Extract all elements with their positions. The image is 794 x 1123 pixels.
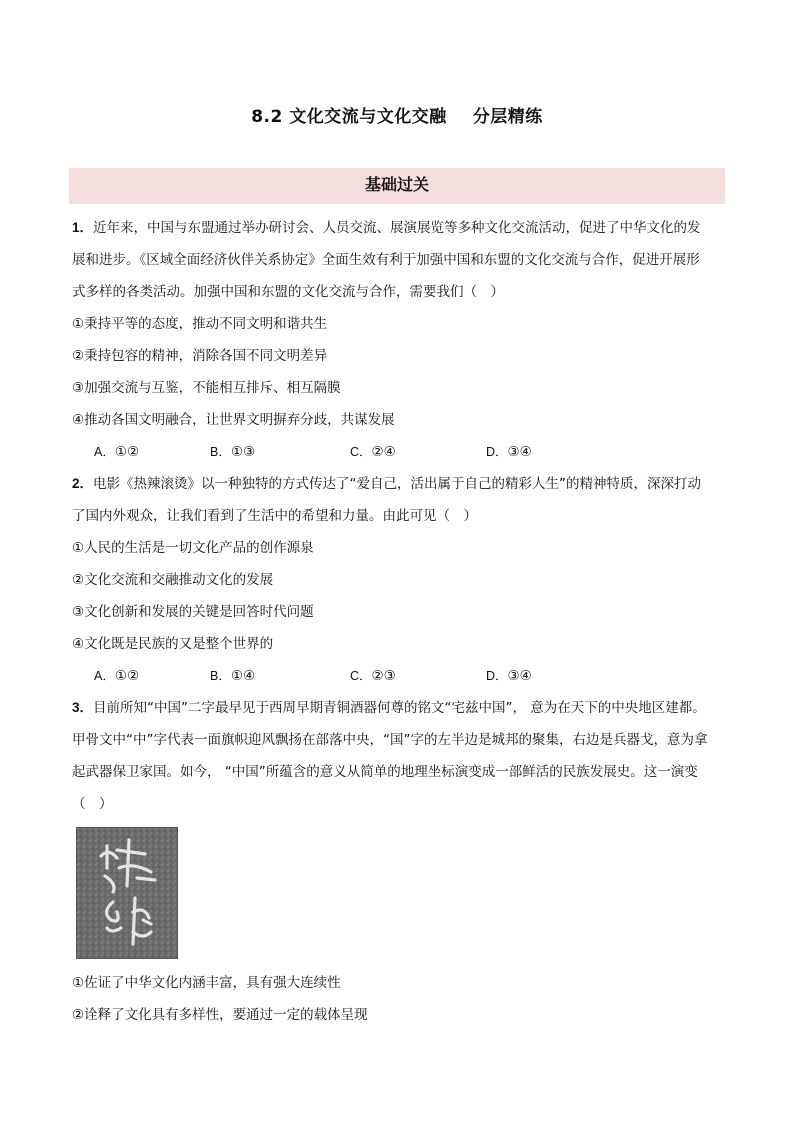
question-number: 2． (72, 476, 94, 491)
option-a[interactable]: A．①② (94, 444, 140, 460)
question-stem-line (72, 468, 732, 500)
question-stem-line: 展和进步。《区域全面经济伙伴关系协定》全面生效有利于加强中国和东盟的文化交流与合作，促进开展形 (72, 252, 700, 268)
question-stem-line: 式多样的各类活动。加强中国和东盟的文化交流与合作，需要我们（ ） (72, 284, 504, 300)
section-header: 基础过关 (69, 168, 725, 204)
question-number: 1． (72, 220, 94, 235)
statement-item: ③文化创新和发展的关键是回答时代问题 (72, 604, 314, 620)
question-stem-line: 起武器保卫家国。如今， “中国”所蕴含的意义从简单的地理坐标演变成一部鲜活的民族发展史。这一演变 (72, 764, 698, 780)
option-d[interactable]: D．③④ (486, 668, 532, 684)
question-text: 电影《热辣滚烫》以一种独特的方式传达了“爱自己，活出属于自己的精彩人生”的精神特质，深深打动 (93, 476, 702, 492)
question-stem-line (72, 692, 732, 724)
statement-item: ①秉持平等的态度，推动不同文明和谐共生 (72, 316, 328, 332)
statement-item: ②诠释了文化具有多样性，要通过一定的载体呈现 (72, 1007, 368, 1023)
question-text: 近年来，中国与东盟通过举办研讨会、人员交流、展演展览等多种文化交流活动，促进了中华文化的发 (93, 220, 701, 236)
option-c[interactable]: C．②③ (350, 668, 396, 684)
statement-item: ①人民的生活是一切文化产品的创作源泉 (72, 540, 314, 556)
question-1 (72, 212, 732, 468)
answer-parenthesis: （ ） (72, 796, 113, 812)
statement-item: ④文化既是民族的又是整个世界的 (72, 636, 274, 652)
title-sub: 分层精练 (472, 107, 543, 127)
option-b[interactable]: B．①④ (210, 668, 256, 684)
answer-options (72, 660, 732, 692)
statement-item: ③加强交流与互鉴，不能相互排斥、相互隔膜 (72, 380, 341, 396)
page-title (0, 102, 794, 127)
option-c[interactable]: C．②④ (350, 444, 396, 460)
question-number: 3． (72, 700, 94, 715)
option-b[interactable]: B．①③ (210, 444, 256, 460)
question-stem-line: 甲骨文中“中”字代表一面旗帜迎风飘扬在部落中央，“国”字的左半边是城邦的聚集，右边是兵器戈，意为拿 (72, 732, 708, 748)
title-main: 8.2 文化交流与文化交融 (251, 107, 447, 127)
statement-item: ②秉持包容的精神，消除各国不同文明差异 (72, 348, 328, 364)
question-stem-line (72, 212, 732, 244)
option-a[interactable]: A．①② (94, 668, 140, 684)
inscription-rubbing-icon (77, 828, 177, 958)
question-list (72, 212, 732, 1031)
question-3 (72, 692, 732, 1031)
question-2 (72, 468, 732, 692)
answer-options (72, 436, 732, 468)
statement-item: ④推动各国文明融合，让世界文明摒弃分歧，共谋发展 (72, 412, 395, 428)
question-text: 目前所知“中国”二字最早见于西周早期青铜酒器何尊的铭文“宅兹中国”， 意为在天下的中央地区建都。 (93, 700, 706, 716)
option-d[interactable]: D．③④ (486, 444, 532, 460)
question-stem-line: 了国内外观众，让我们看到了生活中的希望和力量。由此可见（ ） (72, 508, 477, 524)
statement-item: ①佐证了中华文化内涵丰富，具有强大连续性 (72, 975, 341, 991)
bronze-inscription-image (76, 827, 178, 959)
statement-item: ②文化交流和交融推动文化的发展 (72, 572, 274, 588)
